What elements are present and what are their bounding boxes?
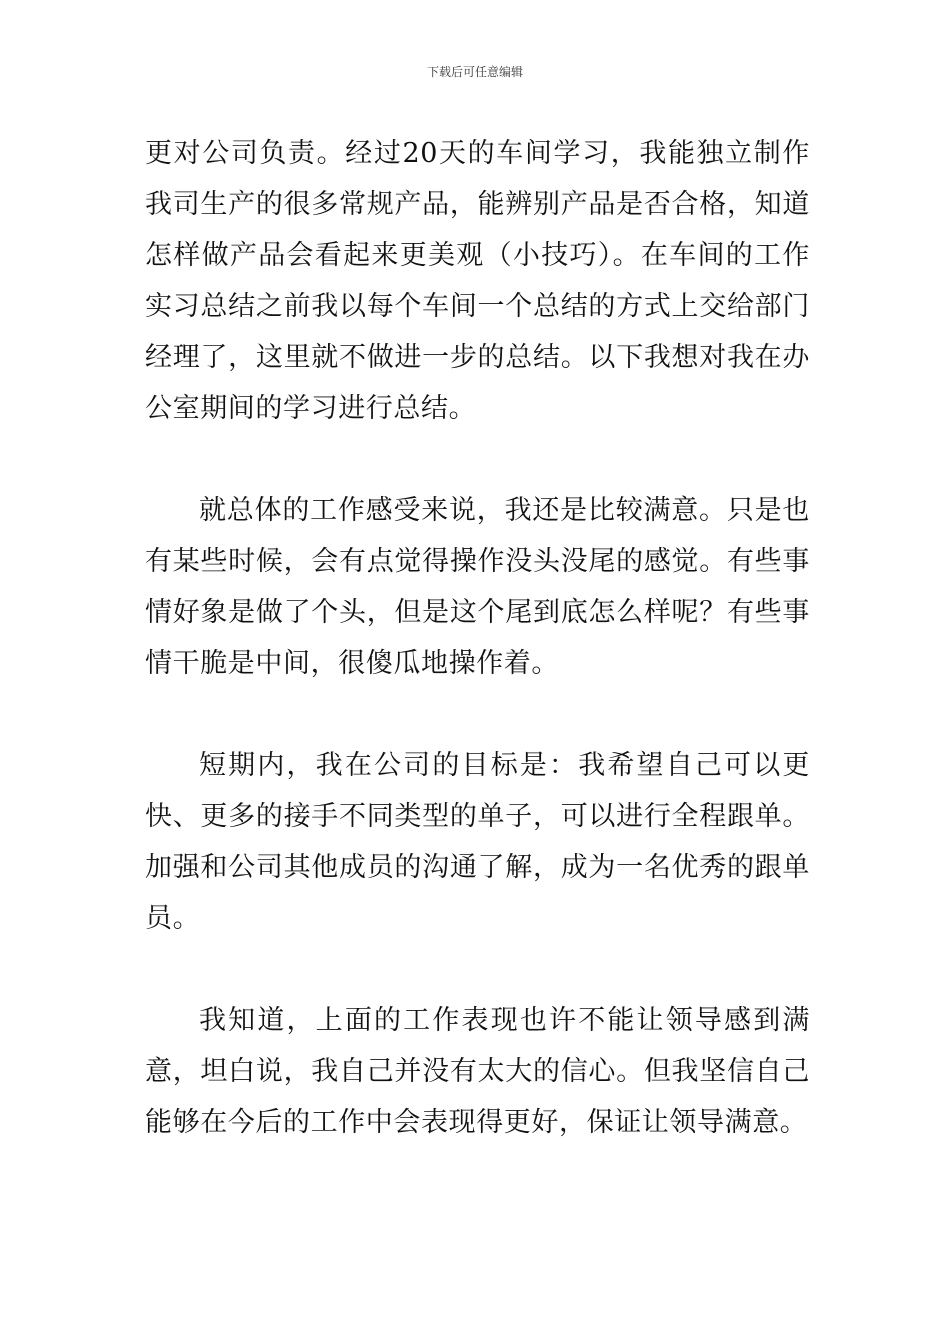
paragraph-continuation: 更对公司负责。经过20天的车间学习，我能独立制作我司生产的很多常规产品，能辨别产品是否合格，知道怎样做产品会看起来更美观（小技巧）。在车间的工作实习总结之前我以每个车间一个总结的方式上交给部门经理了，这里就不做进一步的总结。以下我想对我在办公室期间的学习进行总结。 bbox=[145, 138, 810, 424]
paragraph-closing: 我知道，上面的工作表现也许不能让领导感到满意，坦白说，我自己并没有太大的信心。但我坚信自己能够在今后的工作中会表现得更好，保证让领导满意。 bbox=[145, 1005, 810, 1138]
document-body bbox=[145, 128, 810, 1148]
page-header: 下载后可任意编辑 bbox=[426, 65, 523, 79]
paragraph-work-feeling: 就总体的工作感受来说，我还是比较满意。只是也有某些时候，会有点觉得操作没头没尾的感觉。有些事情好象是做了个头，但是这个尾到底怎么样呢？有些事情干脆是中间，很傻瓜地操作着。 bbox=[145, 495, 810, 679]
paragraph-short-term-goal: 短期内，我在公司的目标是：我希望自己可以更快、更多的接手不同类型的单子，可以进行全程跟单。加强和公司其他成员的沟通了解，成为一名优秀的跟单员。 bbox=[145, 750, 810, 934]
